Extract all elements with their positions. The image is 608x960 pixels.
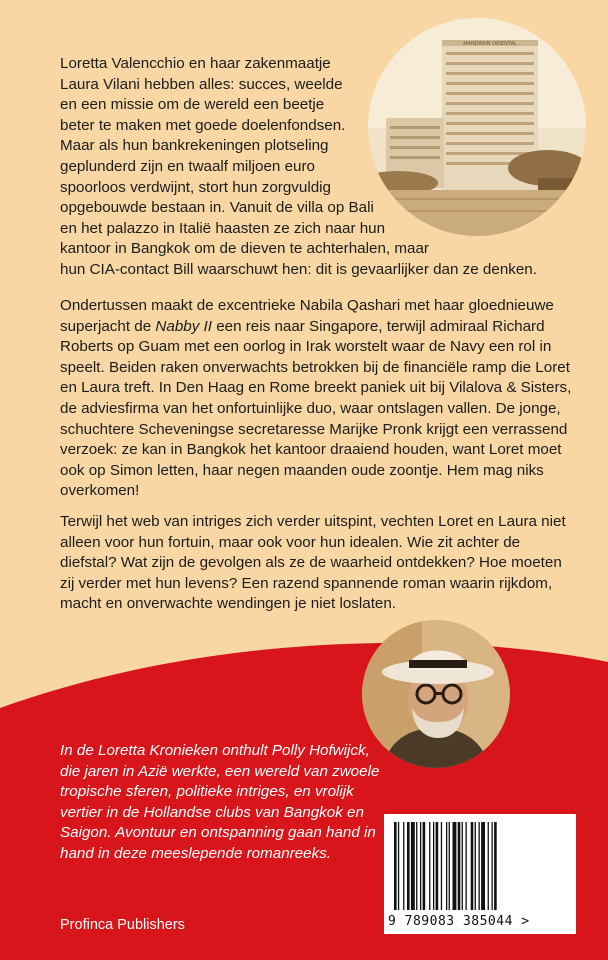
synopsis-paragraph-3: Terwijl het web van intriges zich verder uitspint, vechten Loret en Laura niet alleen voor hun fortuin, maar ook voor hun idealen. Wie zit achter de diefstal? Wat zijn de gevolgen als ze de waarheid ontdekken? Hoe moeten zij verder met hun levens? Een razend spannende roman waarin rijkdom, macht en onverwachte wendingen je niet loslaten. [60, 513, 566, 613]
isbn-number: 9 789083 385044 > [388, 914, 530, 929]
ship-name: Nabby II [155, 317, 212, 335]
publisher-name: Profinca Publishers [60, 917, 185, 933]
synopsis-paragraph-1: Loretta Valencchio en haar zakenmaatje Laura Vilani hebben alles: succes, weelde en een missie om de wereld een beetje beter te maken met goede doelenfondsen. Maar als hun bankrekeningen plotseling geplunderd zijn en twaalf miljoen euro spoorloos verdwijnt, stort hun zorgvuldig opgebouwde bestaan in. Vanuit de villa op Bali en het palazzo in Italië haasten ze zich naar hun kantoor in Bangkok om de dieven te achterhalen, maar hun CIA-contact Bill waarschuwt hen: dit is gevaarlijker dan ze denken. [60, 55, 537, 278]
isbn-barcode [384, 814, 576, 934]
synopsis-paragraph-2: Ondertussen maakt de excentrieke Nabila Qashari met haar gloednieuwe superjacht de Nabby II een reis naar Singapore, terwijl admiraal Richard Roberts op Guam met een oorlog in Irak worstelt waar de Navy een rol in speelt. Beiden raken onverwachts betrokken bij de financiële ramp die Loret en Laura treft. In Den Haag en Rome breekt paniek uit bij Vilalova & Sisters, de adviesfirma van het onfortuinlijke duo, waar ontslagen vallen. De jonge, schuchtere Scheveningse secretaresse Marijke Pronk krijgt een verrassend verzoek: ze kan in Bangkok het kantoor draaiend houden, want Loret moet ook op Simon letten, haar negen maanden oude zoontje. Hem mag niks overkomen! [60, 297, 572, 500]
hotel-sign: MANDARIN ORIENTAL [463, 41, 517, 47]
barcode-bars [394, 822, 566, 910]
author-blurb: In de Loretta Kronieken onthult Polly Hofwijck, die jaren in Azië werkte, een wereld van zwoele tropische sferen, politieke intriges, en vrolijk vertier in de Hollandse clubs van Bangkok en Saigon. Avontuur en ontspanning gaan hand in hand in deze meeslepende romanreeks. [60, 742, 380, 862]
